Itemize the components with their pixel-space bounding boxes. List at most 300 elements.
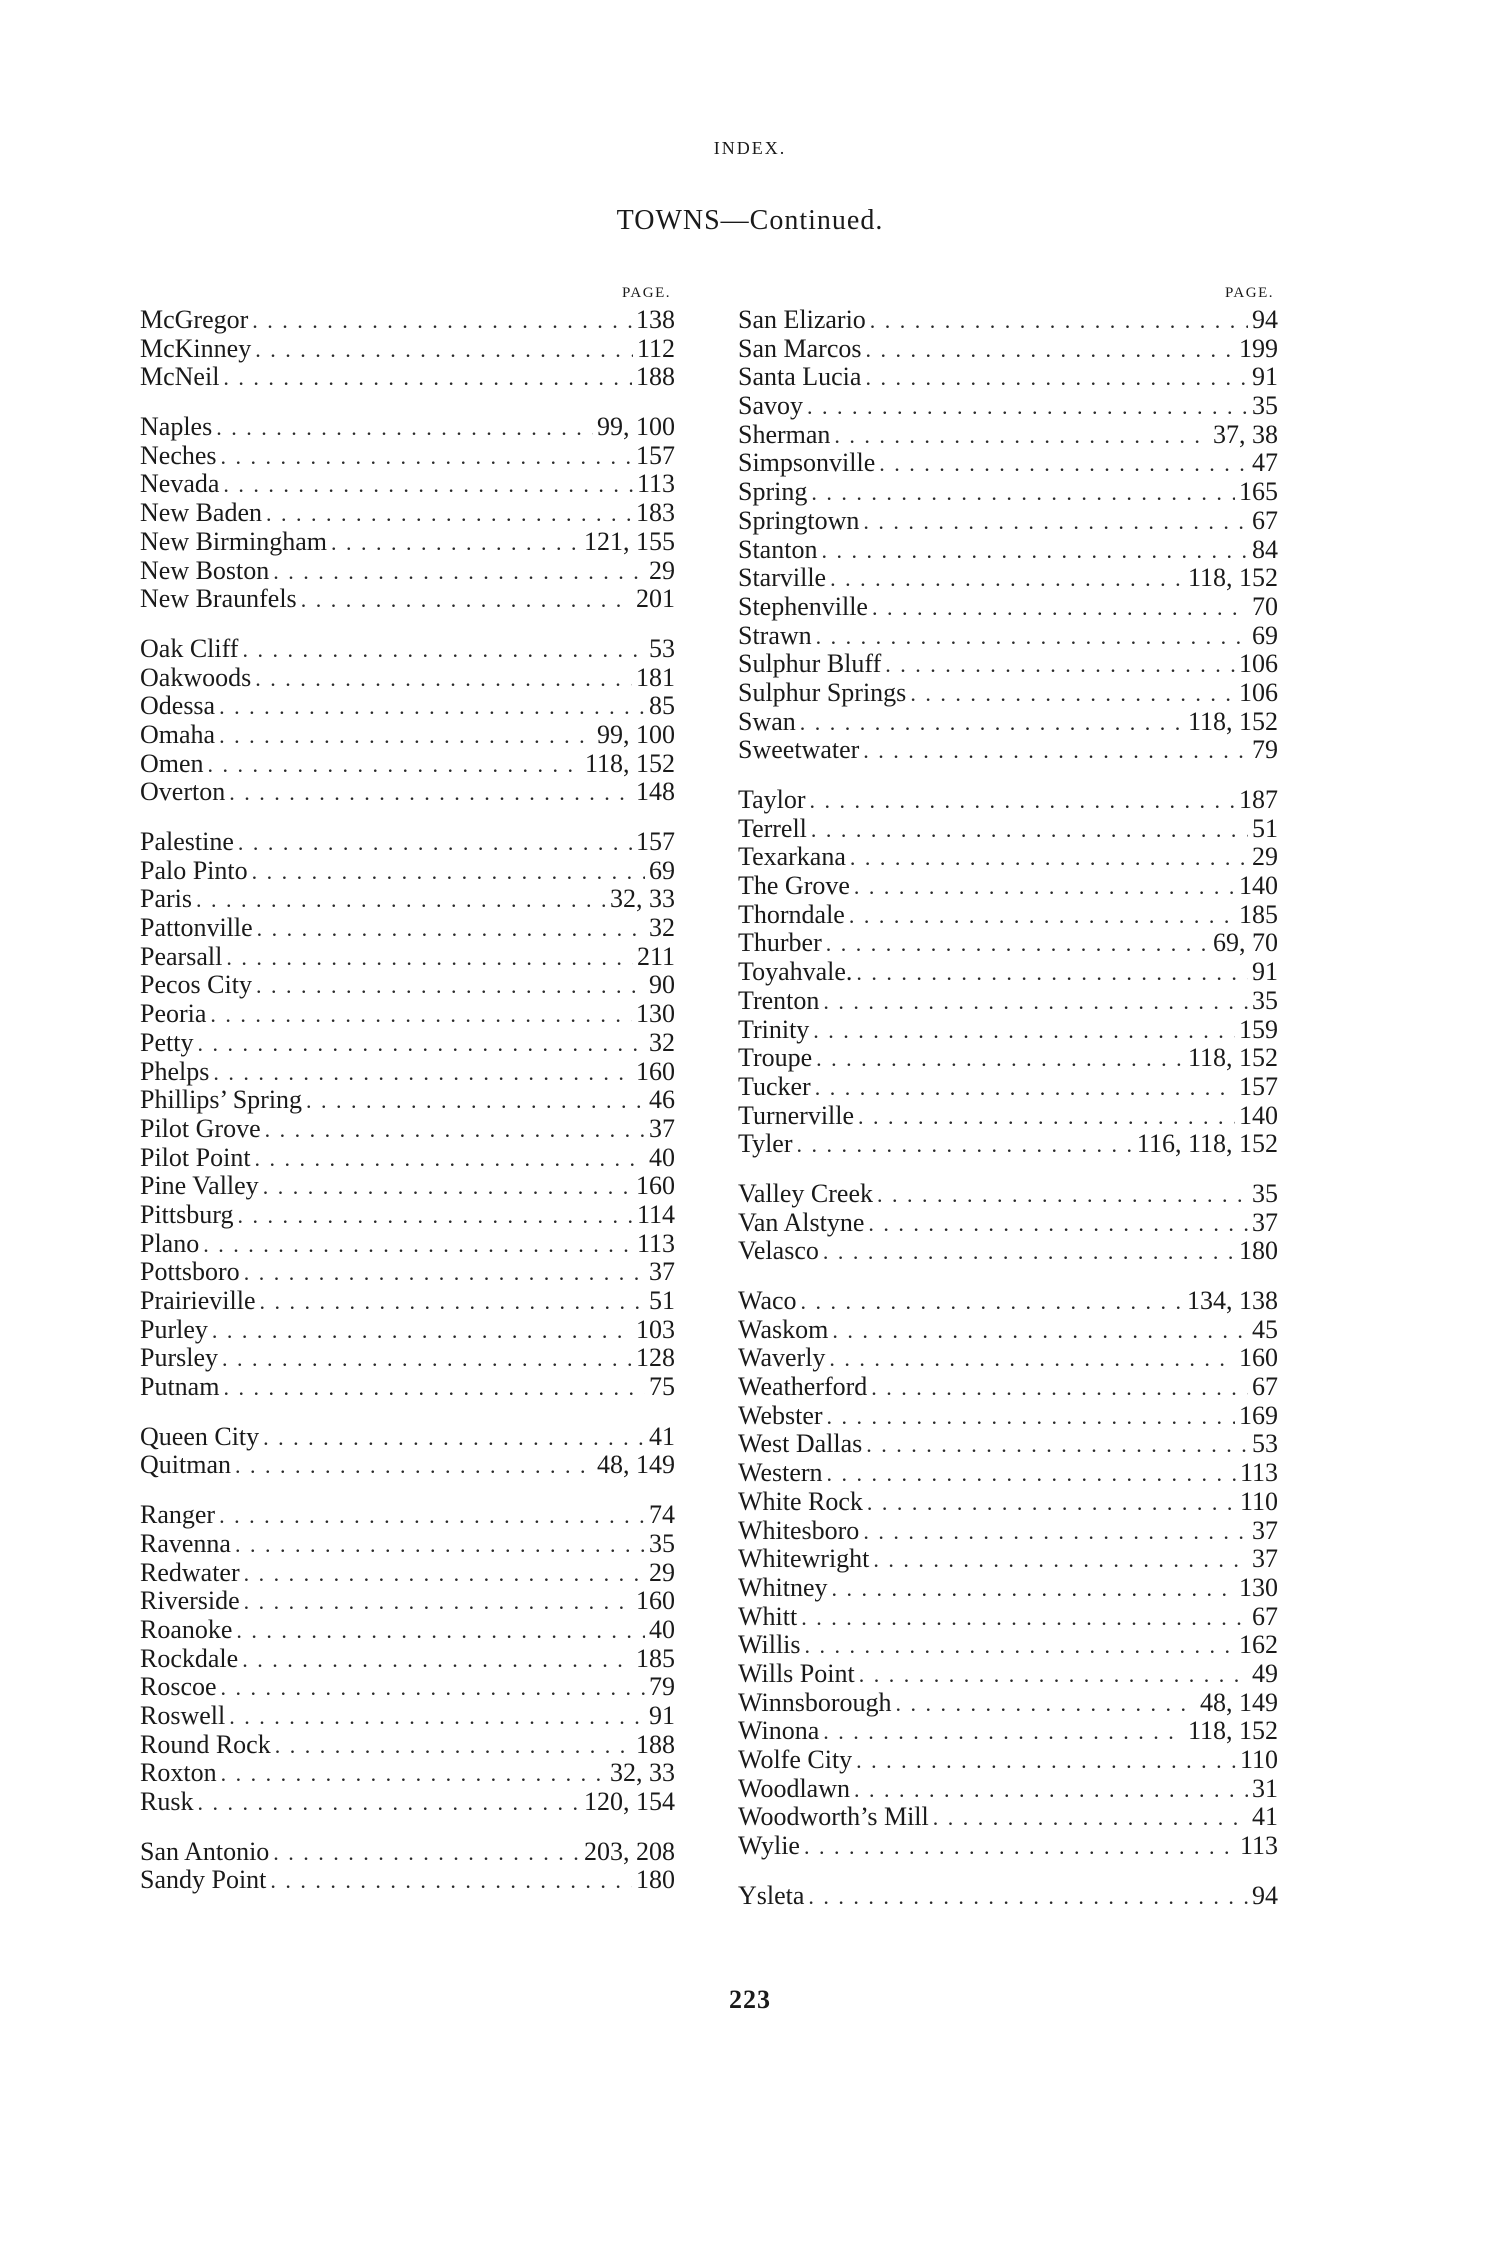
page-reference: 48, 149 <box>597 1451 675 1480</box>
page-reference: 29 <box>649 556 675 585</box>
index-entry <box>140 1731 675 1760</box>
dot-leader <box>885 651 1235 679</box>
page-reference: 183 <box>636 499 675 528</box>
dot-leader <box>256 972 645 1000</box>
index-entry <box>738 1488 1278 1517</box>
index-entry <box>140 306 675 335</box>
index-entry <box>140 1451 675 1480</box>
page-reference: 188 <box>636 363 675 392</box>
town-name: Redwater <box>140 1558 240 1587</box>
index-column-right <box>738 280 1278 1931</box>
dot-leader <box>808 1883 1248 1911</box>
entry-group <box>140 635 675 807</box>
running-head: INDEX. <box>713 138 787 158</box>
index-entry <box>140 1530 675 1559</box>
index-entry <box>738 1430 1278 1459</box>
page-reference: 51 <box>1252 814 1278 843</box>
town-name: Waskom <box>738 1315 829 1344</box>
page-reference: 37 <box>1252 1516 1278 1545</box>
page-reference: 32, 33 <box>610 1759 675 1788</box>
town-name: Quitman <box>140 1451 231 1480</box>
index-entry <box>738 421 1278 450</box>
town-name: San Antonio <box>140 1837 270 1866</box>
town-name: Petty <box>140 1028 194 1057</box>
page-reference: 48, 149 <box>1200 1688 1278 1717</box>
dot-leader <box>832 1317 1248 1345</box>
dot-leader <box>810 787 1236 815</box>
town-name: Rusk <box>140 1788 194 1816</box>
town-name: Wylie <box>738 1832 800 1861</box>
dot-leader <box>823 1718 1184 1746</box>
dot-leader <box>823 1238 1235 1266</box>
town-name: Taylor <box>738 786 806 814</box>
page-reference: 114 <box>636 1200 675 1229</box>
index-entry <box>140 1029 675 1058</box>
page-reference: 112 <box>636 334 675 363</box>
index-entry <box>140 971 675 1000</box>
page-reference: 32 <box>649 914 675 943</box>
page-reference: 91 <box>1252 958 1278 987</box>
dot-leader <box>821 537 1248 565</box>
index-entry <box>738 478 1278 507</box>
dot-leader <box>832 1575 1235 1603</box>
index-entry <box>140 914 675 943</box>
town-name: Pilot Grove <box>140 1114 261 1143</box>
page-reference: 84 <box>1252 535 1278 564</box>
dot-leader <box>871 1374 1248 1402</box>
page-reference: 116, 118, 152 <box>1136 1130 1278 1159</box>
index-entry <box>738 1631 1278 1660</box>
dot-leader <box>208 751 581 779</box>
index-entry <box>738 363 1278 392</box>
page-reference: 160 <box>636 1587 675 1616</box>
dot-leader <box>873 1546 1248 1574</box>
page-reference: 110 <box>1239 1746 1278 1774</box>
page-reference: 29 <box>1252 843 1278 872</box>
dot-leader <box>263 1173 632 1201</box>
town-name: Whitesboro <box>738 1516 860 1545</box>
town-name: Ranger <box>140 1501 216 1530</box>
page-reference: 37 <box>649 1258 675 1287</box>
page-reference: 113 <box>1239 1459 1278 1488</box>
dot-leader <box>813 1017 1235 1045</box>
dot-leader <box>834 422 1209 450</box>
page-reference: 46 <box>649 1086 675 1115</box>
dot-leader <box>854 1776 1248 1804</box>
dot-leader <box>816 1045 1184 1073</box>
town-name: Putnam <box>140 1373 220 1402</box>
dot-leader <box>877 1181 1248 1209</box>
town-name: McGregor <box>140 306 249 334</box>
dot-leader <box>223 364 632 392</box>
dot-leader <box>811 479 1235 507</box>
index-entry <box>140 1645 675 1674</box>
entry-group <box>738 786 1278 1159</box>
index-entry <box>738 1373 1278 1402</box>
town-name: Prairieville <box>140 1287 256 1315</box>
dot-leader <box>242 1646 632 1674</box>
town-name: Wolfe City <box>738 1746 853 1774</box>
page-reference: 180 <box>636 1866 675 1895</box>
dot-leader <box>221 1760 606 1788</box>
town-name: Western <box>738 1459 823 1488</box>
dot-leader <box>216 414 593 442</box>
town-name: Sandy Point <box>140 1866 267 1895</box>
dot-leader <box>863 1518 1248 1546</box>
dot-leader <box>270 1867 632 1895</box>
town-name: McNeil <box>140 363 220 392</box>
index-entry <box>738 1717 1278 1746</box>
index-entry <box>738 650 1278 679</box>
town-name: Pottsboro <box>140 1258 240 1287</box>
dot-leader <box>221 443 632 471</box>
index-entry <box>738 1660 1278 1689</box>
page-reference: 69 <box>649 856 675 885</box>
dot-leader <box>815 1074 1235 1102</box>
index-entry <box>140 1501 675 1530</box>
dot-leader <box>858 1103 1235 1131</box>
index-entry <box>738 536 1278 565</box>
town-name: Pattonville <box>140 914 253 943</box>
town-name: Valley Creek <box>738 1179 874 1208</box>
town-name: Woodworth’s Mill <box>738 1803 929 1832</box>
town-name: Swan <box>738 707 796 736</box>
town-name: Roanoke <box>140 1615 233 1644</box>
dot-leader <box>219 722 593 750</box>
town-name: Omaha <box>140 720 216 749</box>
dot-leader <box>331 529 580 557</box>
town-name: Woodlawn <box>738 1774 850 1803</box>
index-entry <box>140 1587 675 1616</box>
index-entry <box>140 1788 675 1817</box>
town-name: Roxton <box>140 1759 217 1788</box>
index-entry <box>738 1689 1278 1718</box>
town-name: Purley <box>140 1315 208 1344</box>
town-name: Weatherford <box>738 1373 868 1402</box>
index-entry <box>738 1344 1278 1373</box>
index-entry <box>738 901 1278 930</box>
town-name: Willis <box>738 1631 801 1660</box>
dot-leader <box>804 1833 1236 1861</box>
page-reference: 203, 208 <box>584 1837 675 1866</box>
page-reference: 110 <box>1239 1487 1278 1516</box>
page-reference: 128 <box>636 1344 675 1373</box>
dot-leader <box>856 1747 1236 1775</box>
page-reference: 40 <box>649 1615 675 1644</box>
town-name: Texarkana <box>738 843 846 872</box>
index-entry <box>738 679 1278 708</box>
town-name: Round Rock <box>140 1730 271 1759</box>
index-entry <box>140 1086 675 1115</box>
index-entry <box>140 1316 675 1345</box>
index-entry <box>738 815 1278 844</box>
index-entry <box>738 736 1278 765</box>
dot-leader <box>252 858 645 886</box>
page-reference: 118, 152 <box>1187 1044 1278 1073</box>
entry-group <box>140 1838 675 1895</box>
dot-leader <box>263 1424 645 1452</box>
index-entry <box>140 1559 675 1588</box>
dot-leader <box>816 623 1248 651</box>
dot-leader <box>265 1116 645 1144</box>
town-name: Whitewright <box>738 1545 870 1574</box>
dot-leader <box>859 1661 1248 1689</box>
town-name: Santa Lucia <box>738 363 862 392</box>
index-entry <box>140 1258 675 1287</box>
dot-leader <box>872 594 1248 622</box>
dot-leader <box>826 930 1209 958</box>
index-entry <box>738 1545 1278 1574</box>
index-entry <box>738 843 1278 872</box>
dot-leader <box>807 393 1248 421</box>
index-entry <box>140 1344 675 1373</box>
dot-leader <box>221 1674 645 1702</box>
dot-leader <box>849 902 1235 930</box>
dot-leader <box>255 665 632 693</box>
town-name: New Boston <box>140 556 270 585</box>
dot-leader <box>255 1145 645 1173</box>
index-column-left <box>140 280 675 1916</box>
dot-leader <box>830 565 1184 593</box>
index-entry <box>140 1866 675 1895</box>
page-reference: 53 <box>649 634 675 663</box>
town-name: Omen <box>140 749 204 778</box>
index-entry <box>140 335 675 364</box>
page-reference: 35 <box>1252 986 1278 1015</box>
town-name: Ysleta <box>738 1881 805 1910</box>
page-reference: 160 <box>636 1172 675 1201</box>
page-reference: 67 <box>1252 1602 1278 1631</box>
town-name: Springtown <box>738 506 860 535</box>
index-entry <box>140 692 675 721</box>
town-name: Nevada <box>140 470 220 499</box>
page-reference: 180 <box>1239 1237 1278 1266</box>
dot-leader <box>827 1460 1236 1488</box>
index-entry <box>140 557 675 586</box>
page-reference: 187 <box>1239 786 1278 814</box>
index-entry <box>738 1073 1278 1102</box>
index-entry <box>140 1423 675 1452</box>
index-entry <box>140 1373 675 1402</box>
entry-group <box>738 306 1278 765</box>
index-entry <box>140 750 675 779</box>
index-entry <box>738 507 1278 536</box>
index-entry <box>140 1759 675 1788</box>
index-entry <box>738 1746 1278 1775</box>
index-entry <box>738 1180 1278 1209</box>
town-name: Toyahvale. <box>738 958 853 987</box>
index-entry <box>140 1172 675 1201</box>
dot-leader <box>252 307 632 335</box>
page-reference: 31 <box>1252 1774 1278 1803</box>
town-name: McKinney <box>140 334 252 363</box>
town-name: Phillips’ Spring <box>140 1086 303 1115</box>
dot-leader <box>801 1604 1248 1632</box>
dot-leader <box>863 508 1248 536</box>
index-entry <box>140 721 675 750</box>
town-name: Winona <box>738 1717 820 1746</box>
page-reference: 169 <box>1239 1401 1278 1430</box>
index-entry <box>738 958 1278 987</box>
index-entry <box>140 1616 675 1645</box>
index-entry <box>738 1130 1278 1159</box>
town-name: Savoy <box>738 392 803 421</box>
index-entry <box>738 392 1278 421</box>
dot-leader <box>257 915 645 943</box>
index-entry <box>140 1230 675 1259</box>
town-name: Thurber <box>738 929 822 958</box>
index-entry <box>738 335 1278 364</box>
dot-leader <box>910 680 1235 708</box>
town-name: Sherman <box>738 420 831 449</box>
town-name: Sweetwater <box>738 736 860 765</box>
dot-leader <box>242 636 645 664</box>
index-entry <box>738 1459 1278 1488</box>
dot-leader <box>197 1030 645 1058</box>
index-entry <box>738 1016 1278 1045</box>
town-name: Tucker <box>738 1072 811 1101</box>
dot-leader <box>260 1288 645 1316</box>
index-entry <box>140 363 675 392</box>
index-entry <box>738 1574 1278 1603</box>
town-name: Tyler <box>738 1130 793 1159</box>
dot-leader <box>222 1345 632 1373</box>
dot-leader <box>273 558 645 586</box>
page-reference: 199 <box>1239 334 1278 363</box>
town-name: Whitt <box>738 1602 798 1631</box>
town-name: Thorndale <box>738 900 845 929</box>
index-entry <box>738 1287 1278 1316</box>
page-reference: 159 <box>1239 1015 1278 1044</box>
index-entry <box>140 1838 675 1867</box>
town-name: Neches <box>140 441 217 470</box>
index-entry <box>140 1144 675 1173</box>
dot-leader <box>800 709 1184 737</box>
town-name: Troupe <box>738 1044 813 1073</box>
page-reference: 32 <box>649 1028 675 1057</box>
dot-leader <box>823 988 1248 1016</box>
page-reference: 103 <box>636 1315 675 1344</box>
index-entry <box>738 1832 1278 1861</box>
index-entry <box>140 885 675 914</box>
dot-leader <box>197 1789 580 1817</box>
dot-leader <box>235 1452 593 1480</box>
dot-leader <box>306 1087 645 1115</box>
page-reference: 118, 152 <box>1187 1717 1278 1746</box>
page-reference: 157 <box>1239 1072 1278 1101</box>
page-reference: 69 <box>1252 621 1278 650</box>
page-reference: 120, 154 <box>584 1788 675 1816</box>
page-reference: 41 <box>1252 1803 1278 1832</box>
dot-leader <box>868 1210 1248 1238</box>
town-name: Overton <box>140 778 226 807</box>
index-entry <box>738 786 1278 815</box>
town-name: Queen City <box>140 1422 260 1451</box>
dot-leader <box>865 336 1235 364</box>
index-entry <box>140 635 675 664</box>
page-reference: 148 <box>636 778 675 807</box>
index-entry <box>140 943 675 972</box>
entry-group <box>140 1423 675 1480</box>
dot-leader <box>203 1231 633 1259</box>
dot-leader <box>244 1560 645 1588</box>
dot-leader <box>229 1703 645 1731</box>
page-reference: 91 <box>1252 363 1278 392</box>
page-reference: 37 <box>1252 1208 1278 1237</box>
page-reference: 113 <box>1239 1832 1278 1861</box>
town-name: Palo Pinto <box>140 856 248 885</box>
page-reference: 53 <box>1252 1430 1278 1459</box>
dot-leader <box>219 693 645 721</box>
dot-leader <box>896 1690 1197 1718</box>
town-name: Wills Point <box>738 1659 855 1688</box>
index-entry <box>140 1673 675 1702</box>
page-reference: 118, 152 <box>584 749 675 778</box>
page-reference: 35 <box>1252 1179 1278 1208</box>
entry-group <box>140 413 675 614</box>
dot-leader <box>854 873 1235 901</box>
page-reference: 201 <box>636 585 675 614</box>
index-entry <box>140 585 675 614</box>
page-reference: 99, 100 <box>597 413 675 442</box>
page-reference: 134, 138 <box>1187 1287 1278 1315</box>
town-name: Roswell <box>140 1701 226 1730</box>
town-name: San Marcos <box>738 334 862 363</box>
dot-leader <box>275 1732 632 1760</box>
page-reference: 67 <box>1252 506 1278 535</box>
dot-leader <box>238 829 632 857</box>
page-reference: 91 <box>649 1701 675 1730</box>
dot-leader <box>301 586 632 614</box>
dot-leader <box>223 1374 645 1402</box>
town-name: Pittsburg <box>140 1200 234 1229</box>
town-name: Pecos City <box>140 971 252 1000</box>
town-name: Odessa <box>140 692 216 721</box>
dot-leader <box>223 471 633 499</box>
dot-leader <box>850 844 1248 872</box>
page-reference: 79 <box>1252 736 1278 765</box>
page-reference: 113 <box>636 470 675 499</box>
section-title: TOWNS—Continued. <box>616 205 884 236</box>
index-entry <box>738 1316 1278 1345</box>
town-name: Trenton <box>738 986 820 1015</box>
page-reference: 29 <box>649 1558 675 1587</box>
town-name: Phelps <box>140 1057 210 1086</box>
dot-leader <box>244 1588 632 1616</box>
index-entry <box>738 1044 1278 1073</box>
dot-leader <box>856 959 1248 987</box>
entry-group <box>738 1287 1278 1861</box>
town-name: Winnsborough <box>738 1688 892 1717</box>
dot-leader <box>235 1531 645 1559</box>
page-reference: 37 <box>649 1114 675 1143</box>
index-entry <box>140 528 675 557</box>
page-reference: 185 <box>1239 900 1278 929</box>
index-entry <box>140 1201 675 1230</box>
dot-leader <box>196 886 606 914</box>
town-name: Plano <box>140 1229 200 1258</box>
page-reference: 106 <box>1239 650 1278 679</box>
page-reference: 140 <box>1239 1101 1278 1130</box>
town-name: San Elizario <box>738 306 866 334</box>
dot-leader <box>273 1839 580 1867</box>
dot-leader <box>210 1001 632 1029</box>
page-reference: 90 <box>649 971 675 1000</box>
index-entry <box>738 306 1278 335</box>
town-name: Whitney <box>738 1573 828 1602</box>
page-reference: 185 <box>636 1644 675 1673</box>
entry-group <box>738 1180 1278 1266</box>
